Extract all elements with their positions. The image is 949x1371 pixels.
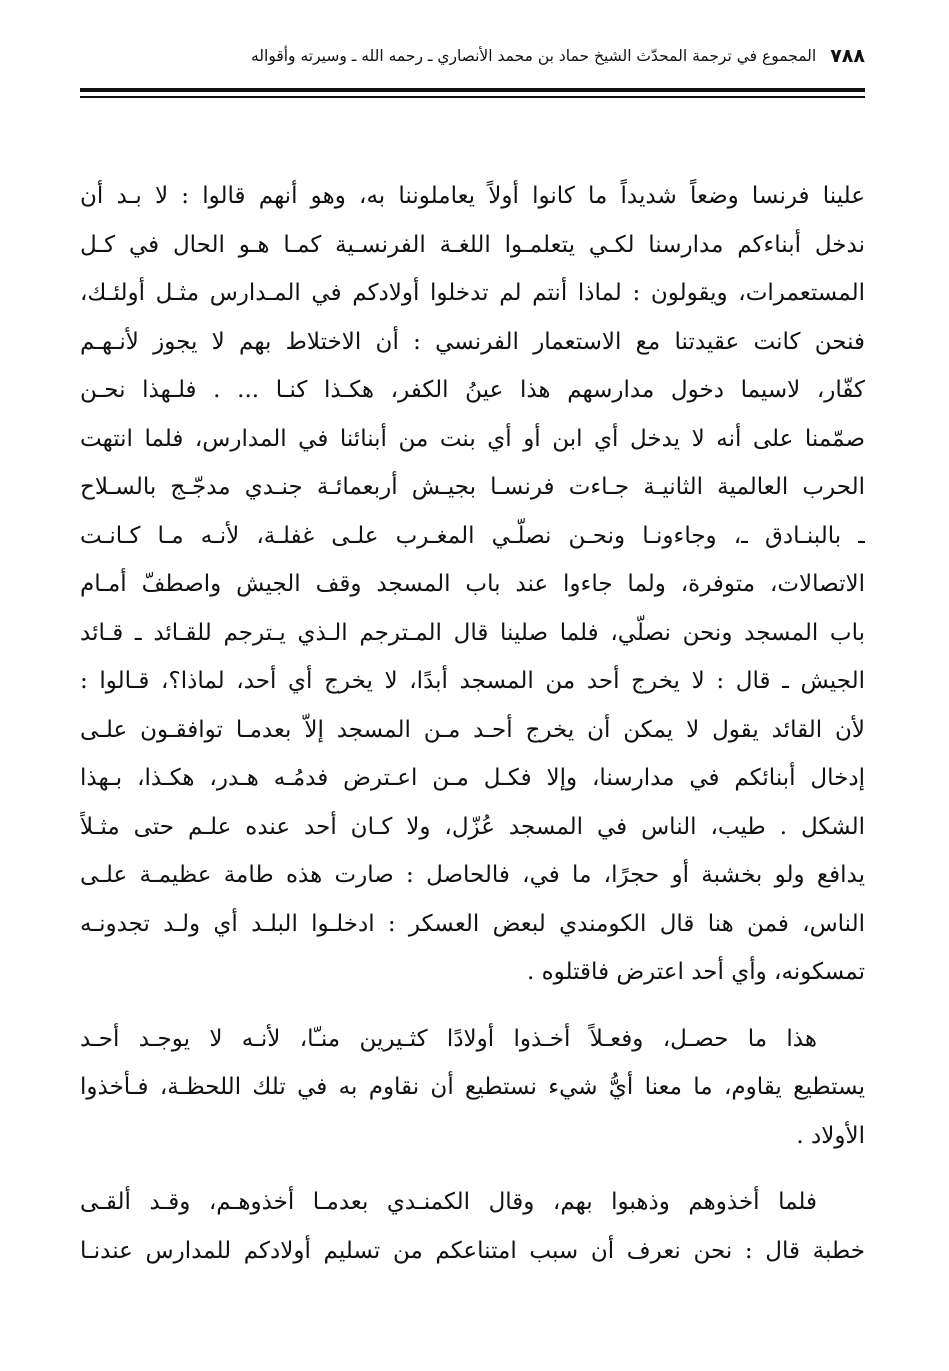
text-line: صمّمنا على أنه لا يدخل أي ابن أو أي بنت من أبنائنا في المدارس، فلما انتهت (80, 425, 865, 452)
text-line: يدافع ولو بخشبة أو حجرًا، ما في، فالحاصل : صارت هذه طامة عظيمـة علـى (80, 862, 865, 888)
text-line: هذا ما حصـل، وفعـلاً أخـذوا أولادًا كثـيرين منـّا، لأنـه لا يوجـد أحـد (80, 1025, 817, 1052)
running-title: المجموع في ترجمة المحدّث الشيخ حماد بن محمد الأنصاري ـ رحمه الله ـ وسيرته وأقواله (251, 47, 817, 65)
paragraph-3 (80, 1178, 865, 1275)
body-text (80, 172, 865, 1275)
page-number: ٧٨٨ (830, 45, 865, 67)
text-line: فلما أخذوهم وذهبوا بهم، وقال الكمنـدي بعدمـا أخذوهـم، وقـد ألقـى (80, 1189, 817, 1215)
text-line: الناس، فمن هنا قال الكومندي لبعض العسكر : ادخلـوا البلـد أي ولـد تجدونـه (80, 910, 865, 937)
paragraph-2 (80, 1015, 865, 1161)
text-line: كفّار، لاسيما دخول مدارسهم هذا عينُ الكفر، هكـذا كنـا ... . فلـهذا نحـن (80, 377, 865, 403)
text-line: يستطيع يقاوم، ما معنا أيُّ شيء نستطيع أن نقاوم به في تلك اللحظـة، فـأخذوا (80, 1074, 865, 1100)
text-line: علينا فرنسا وضعاً شديداً ما كانوا أولاً يعاملوننا به، وهو أنهم قالوا : لا بـد أن (80, 183, 865, 209)
paragraph-1 (80, 172, 865, 997)
text-line: الأولاد . (796, 1122, 865, 1149)
text-line: الجيش ـ قال : لا يخرج أحد من المسجد أبدًا، لا يخرج أي أحد، لماذا؟، قـالوا : (80, 668, 865, 694)
text-line: فنحن كانت عقيدتنا مع الاستعمار الفرنسي : أن الاختلاط بهم لا يجوز لأنـهـم (80, 328, 865, 355)
paragraph-gap (80, 1160, 865, 1178)
text-line: ندخل أبناءكم مدارسنا لكـي يتعلمـوا اللغـة الفرنسـية كمـا هـو الحال في كـل (80, 231, 865, 258)
text-line: ـ بالبنـادق ـ، وجاءونـا ونحـن نصلّـي المغـرب علـى غفلـة، لأنـه مـا كـانـت (80, 522, 865, 549)
text-line: خطبة قال : نحن نعرف أن سبب امتناعكم من تسليم أولادكم للمدارس عندنـا (80, 1237, 865, 1264)
text-line: باب المسجد ونحن نصلّي، فلما صلينا قال المـترجم الـذي يـترجم للقـائد ـ قـائد (80, 619, 865, 646)
page-header (80, 36, 865, 76)
text-line: الاتصالات، متوفرة، ولما جاءوا عند باب المسجد وقف الجيش واصطفّ أمـام (80, 571, 865, 597)
text-line: الشكل . طيب، الناس في المسجد عُزّل، ولا كـان أحد عنده علـم حتى مثـلاً (80, 813, 865, 840)
header-rule-thick (80, 88, 865, 92)
text-line: تمسكونه، وأي أحد اعترض فاقتلوه . (526, 959, 865, 985)
text-line: المستعمرات، ويقولون : لماذا أنتم لم تدخلوا أولادكم في المـدارس مثـل أولئـك، (80, 280, 865, 306)
paragraph-gap (80, 997, 865, 1015)
text-line: إدخال أبنائكم في مدارسنا، وإلا فكـل مـن اعـترض فدمُـه هـدر، هكـذا، بـهذا (80, 765, 865, 791)
header-rule-thin (80, 96, 865, 98)
text-line: الحرب العالمية الثانيـة جـاءت فرنسـا بجيـش أربعمائـة جنـدي مدجّـج بالسـلاح (80, 474, 865, 500)
text-line: لأن القائد يقول لا يمكن أن يخرج أحـد مـن المسجد إلاّ بعدمـا توافقـون علـى (80, 716, 865, 743)
